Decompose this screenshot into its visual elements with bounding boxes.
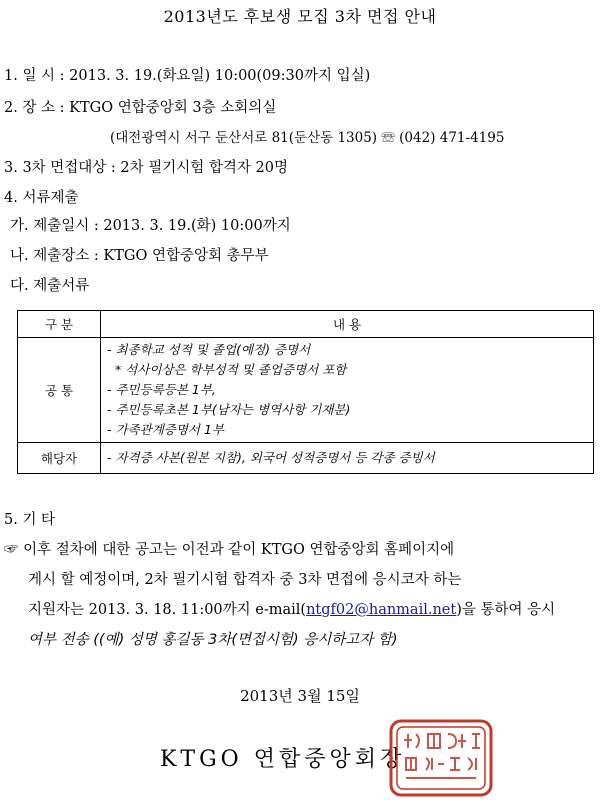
row-content-common [101,338,594,443]
list-item: * 석사이상은 학부성적 및 졸업증명서 포함 [107,362,347,377]
documents-table [17,310,594,474]
item-submit-date: 가. 제출일시 : 2013. 3. 19.(화) 10:00까지 [10,218,291,234]
list-item: - 주민등록등본 1부, [107,382,216,397]
table-header-row [18,311,594,338]
official-seal-icon [388,718,494,798]
item-target: 3. 3차 면접대상 : 2차 필기시험 합격자 20명 [4,160,288,176]
etc-line-2: 게시 할 예정이며, 2차 필기시험 합격자 중 3차 면접에 응시코자 하는 [28,572,462,588]
organization-name: KTGO 연합중앙회장 [160,747,406,772]
etc-line-3 [28,598,555,619]
etc-line-3-post: )을 통하여 응시 [456,602,556,618]
item-submit-place: 나. 제출장소 : KTGO 연합중앙회 총무부 [10,248,269,264]
etc-line-4: 여부 전송 ((예) 성명 홍길동 3차(면접시험) 응시하고자 함) [28,632,398,648]
list-item: - 주민등록초본 1부(남자는 병역사항 기재분) [107,402,351,417]
list-item: - 최종학교 성적 및 졸업(예정) 증명서 [107,342,311,357]
item-submit-header: 4. 서류제출 [4,190,79,206]
issue-date: 2013년 3월 15일 [240,687,360,705]
row-content-applicable: - 자격증 사본(원본 지참), 외국어 성적증명서 등 각종 증빙서 [101,443,594,474]
item-submit-docs: 다. 제출서류 [10,278,90,294]
etc-header: 5. 기 타 [4,512,56,528]
row-label-common: 공 통 [18,338,101,443]
etc-line-1: ☞ 이후 절차에 대한 공고는 이전과 같이 KTGO 연합중앙회 홈페이지에 [4,542,455,558]
item-address: (대전광역시 서구 둔산서로 81(둔산동 1305) ☏ (042) 471-4195 [110,130,505,146]
item-date: 1. 일 시 : 2013. 3. 19.(화요일) 10:00(09:30까지 입실) [4,68,371,84]
table-row [18,443,594,474]
page-title: 2013년도 후보생 모집 3차 면접 안내 [163,7,437,26]
etc-line-3-pre: 지원자는 2013. 3. 18. 11:00까지 e-mail( [28,602,307,618]
table-head-content: 내 용 [101,311,594,338]
table-head-category: 구 분 [18,311,101,338]
table-row [18,338,594,443]
email-link[interactable]: ntgf02@hanmail.net [306,602,457,618]
list-item: - 가족관계증명서 1부 [107,422,225,437]
item-place: 2. 장 소 : KTGO 연합중앙회 3층 소회의실 [4,100,277,116]
row-label-applicable: 해당자 [18,443,101,474]
